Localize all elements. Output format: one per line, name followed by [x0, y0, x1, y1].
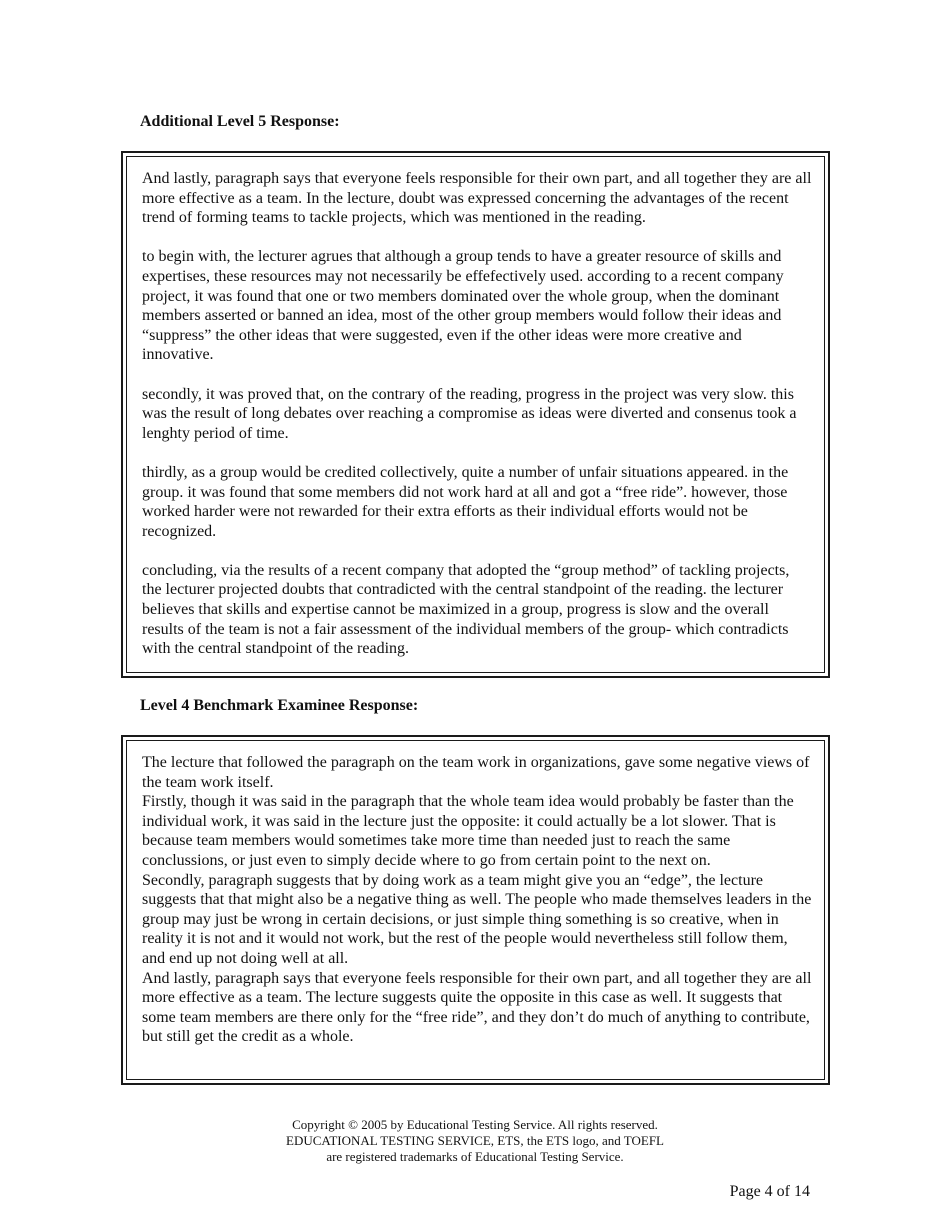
response-paragraph: And lastly, paragraph says that everyone feels responsible for their own part, and all together they are all more effective as a team. The lecture suggests quite the opposite in this case as well. It suggests that some team members are there only for the “free ride”, and they don’t do much of anything to contribute, but still get the credit as a whole.: [142, 969, 812, 1046]
response-paragraph: concluding, via the results of a recent company that adopted the “group method” of tackling projects, the lecturer projected doubts that contradicted with the central standpoint of the reading. the lecturer believes that skills and expertise cannot be maximized in a group, progress is slow and the overall results of the team is not a fair assessment of the individual members of the group- which contradicts with the central standpoint of the reading.: [142, 561, 790, 658]
response-box-level5: [121, 151, 830, 678]
section-heading-level5: Additional Level 5 Response:: [140, 113, 340, 130]
response-paragraph: And lastly, paragraph says that everyone feels responsible for their own part, and all together they are all more effective as a team. In the lecture, doubt was expressed concerning the advantages of the recent trend of forming teams to tackle projects, which was mentioned in the reading.: [142, 170, 812, 227]
trademark-line: are registered trademarks of Educational Testing Service.: [326, 1149, 624, 1164]
response-paragraph: to begin with, the lecturer agrues that although a group tends to have a greater resource of skills and expertises, these resources may not necessarily be effefectively used. according to a recent company project, it was found that one or two members dominated over the whole group, when the dominant members asserted or banned an idea, most of the other group members would follow their ideas and “suppress” the other ideas that were suggested, even if the other ideas were more creative and innovative.: [142, 248, 784, 364]
response-paragraph: secondly, it was proved that, on the contrary of the reading, progress in the project was very slow. this was the result of long debates over reaching a compromise as ideas were diverted and consenus took a lenghty period of time.: [142, 385, 797, 442]
response-paragraph: Secondly, paragraph suggests that by doing work as a team might give you an “edge”, the lecture suggests that that might also be a negative thing as well. The people who made themselves leaders in the group may just be wrong in certain decisions, or just simple thing something is so creative, when in reality it is not and it would not work, but the rest of the people would nevertheless still follow them, and end up not doing well at all.: [142, 871, 812, 967]
copyright-footer: [0, 1117, 950, 1165]
page-number: Page 4 of 14: [729, 1183, 810, 1200]
copyright-line: Copyright © 2005 by Educational Testing Service. All rights reserved.: [292, 1117, 658, 1132]
response-paragraph: The lecture that followed the paragraph on the team work in organizations, gave some negative views of the team work itself.: [142, 754, 810, 791]
trademark-line: EDUCATIONAL TESTING SERVICE, ETS, the ETS logo, and TOEFL: [286, 1133, 664, 1148]
response-paragraph: Firstly, though it was said in the paragraph that the whole team idea would probably be faster than the individual work, it was said in the lecture just the opposite: it could actually be a lot slower. That is because team members would sometimes take more time than needed just to reach the same conclussions, or just even to simply decide where to go from certain point to the next on.: [142, 793, 794, 869]
response-box-level4: [121, 735, 830, 1085]
section-heading-level4: Level 4 Benchmark Examinee Response:: [140, 697, 419, 714]
response-paragraph: thirdly, as a group would be credited collectively, quite a number of unfair situations appeared. in the group. it was found that some members did not work hard at all and got a “free ride”. however, those worked harder were not rewarded for their extra efforts as their individual efforts would not be recognized.: [142, 463, 789, 540]
